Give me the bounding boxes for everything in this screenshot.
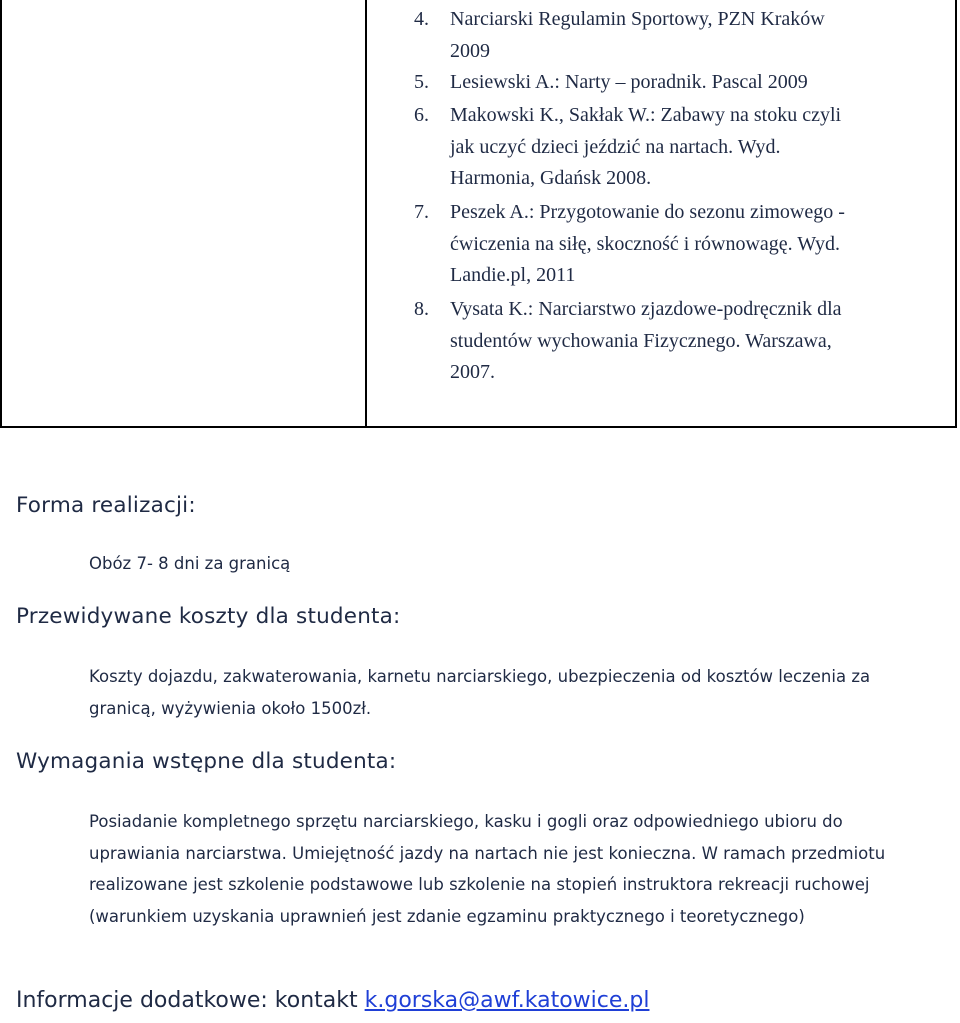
reference-number: 5.	[414, 71, 429, 93]
reference-number: 4.	[414, 8, 429, 30]
informacje-dodatkowe	[16, 988, 649, 1013]
informacje-label: Informacje dodatkowe: kontakt	[16, 988, 365, 1013]
koszty-heading: Przewidywane koszty dla studenta:	[16, 604, 401, 629]
reference-number: 8.	[414, 298, 429, 320]
wymagania-text: Posiadanie kompletnego sprzętu narciarskiego, kasku i gogli oraz odpowiedniego ubioru do uprawiania narciarstwa. Umiejętność jazdy na nartach nie jest konieczna. W ramach przedmiotu realizowane jest szkolenie podstawowe lub szkolenie na stopień instruktora rekreacji ruchowej (warunkiem uzyskania uprawnień jest zdanie egzaminu praktycznego i teoretycznego)	[89, 812, 886, 926]
reference-number: 6.	[414, 104, 429, 126]
reference-text: Makowski K., Sakłak W.: Zabawy na stoku czyli jak uczyć dzieci jeździć na nartach. Wyd. Harmonia, Gdańsk 2008.	[450, 104, 842, 189]
forma-realizacji-heading: Forma realizacji:	[16, 493, 196, 518]
reference-text: Lesiewski A.: Narty – poradnik. Pascal 2009	[450, 71, 808, 93]
reference-number: 7.	[414, 201, 429, 223]
forma-realizacji-text: Obóz 7- 8 dni za granicą	[89, 554, 291, 573]
table-column-divider	[365, 0, 367, 428]
email-link[interactable]: k.gorska@awf.katowice.pl	[364, 988, 650, 1013]
wymagania-heading: Wymagania wstępne dla studenta:	[16, 749, 397, 774]
reference-text: Peszek A.: Przygotowanie do sezonu zimowego - ćwiczenia na siłę, skoczność i równowagę. Wyd. Landie.pl, 2011	[450, 201, 845, 286]
koszty-text: Koszty dojazdu, zakwaterowania, karnetu narciarskiego, ubezpieczenia od kosztów leczenia za granicą, wyżywienia około 1500zł.	[89, 667, 871, 718]
reference-text: Narciarski Regulamin Sportowy, PZN Kraków 2009	[450, 8, 825, 62]
reference-text: Vysata K.: Narciarstwo zjazdowe-podręcznik dla studentów wychowania Fizycznego. Warszawa, 2007.	[450, 298, 842, 383]
